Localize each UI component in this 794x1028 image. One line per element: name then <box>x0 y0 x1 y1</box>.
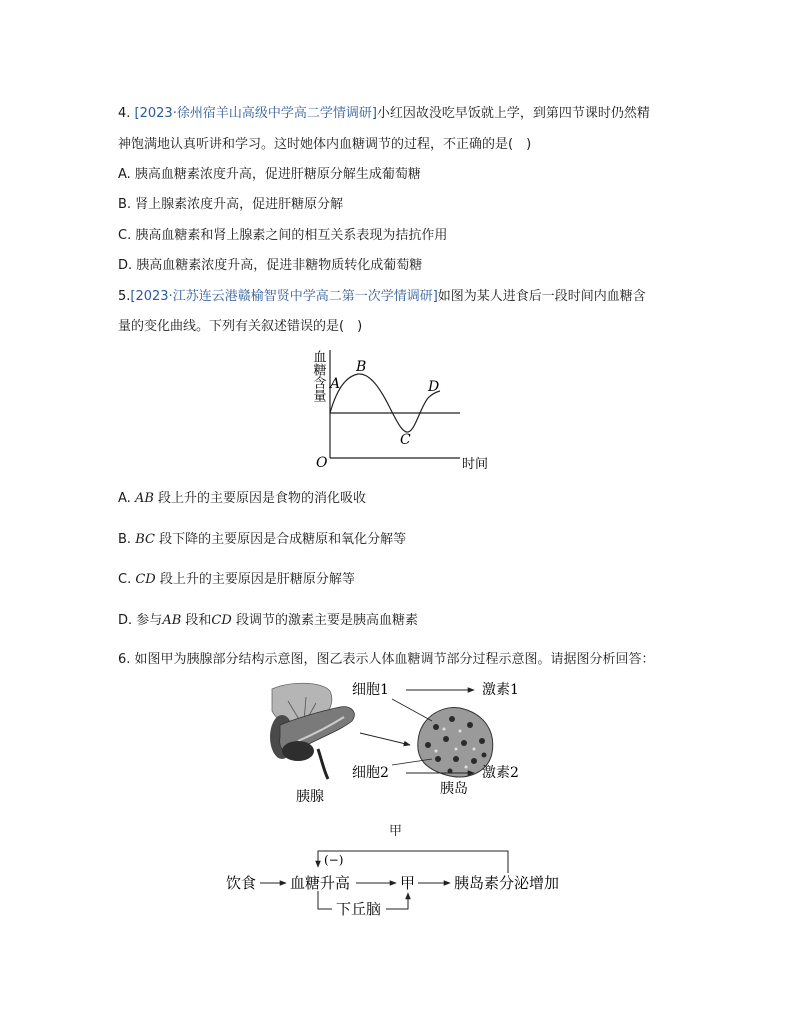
q5-option-c-seg: CD <box>135 572 156 587</box>
cell1-leader <box>392 699 432 721</box>
q4-option-a: A. 胰高血糖素浓度升高，促进肝糖原分解生成葡萄糖 <box>118 167 421 182</box>
figure-jia <box>260 675 540 810</box>
jia-label: 甲 <box>400 874 416 892</box>
q4-source: [2023·徐州宿羊山高级中学高二学情调研] <box>134 106 377 121</box>
q5-option-b-text: 段下降的主要原因是合成糖原和氧化分解等 <box>159 532 407 547</box>
cell2-label: 细胞2 <box>352 765 389 781</box>
q5-option-d-letter: D. <box>118 613 133 628</box>
q5-stem-line1: 如图为某人进食后一段时间内血糖含 <box>437 289 646 304</box>
origin-label: O <box>316 455 328 471</box>
q5-number: 5. <box>118 289 131 304</box>
hypothalamus-to-jia-arrow <box>386 893 408 909</box>
y-axis-label: 血糖含量 <box>310 350 326 402</box>
q5-option-b <box>118 528 406 547</box>
q4-option-b: B. 肾上腺素浓度升高，促进肝糖原分解 <box>118 197 344 212</box>
glucose-curve <box>330 374 440 432</box>
q5-option-d-prefix: 参与 <box>136 613 163 628</box>
q5-option-c <box>118 568 355 587</box>
insulin-up-label: 胰岛素分泌增加 <box>454 874 560 892</box>
point-a: A <box>330 376 341 392</box>
q4-option-d: D. 胰高血糖素浓度升高，促进非糖物质转化成葡萄糖 <box>118 258 423 273</box>
q4-stem-line1: 小红因故没吃早饭就上学，到第四节课时仍然精 <box>376 106 650 121</box>
q4-line1 <box>118 102 650 121</box>
diet-label: 饮食 <box>226 874 257 892</box>
hormone2-label: 激素2 <box>482 765 519 781</box>
pancreas-label: 胰腺 <box>296 789 324 805</box>
feedback-line <box>318 851 508 873</box>
q6-number: 6. <box>118 652 131 667</box>
figure-jia-caption: 甲 <box>389 824 403 839</box>
q5-option-c-letter: C. <box>118 572 132 587</box>
hypothalamus-left-line <box>318 891 332 909</box>
point-b: B <box>356 359 367 375</box>
hormone1-label: 激素1 <box>482 682 519 698</box>
q5-option-a-text: 段上升的主要原因是食物的消化吸收 <box>158 491 367 506</box>
cell1-label: 细胞1 <box>352 682 389 698</box>
q6-line1 <box>118 648 655 667</box>
q5-option-a-letter: A. <box>118 491 131 506</box>
glucose-up-label: 血糖升高 <box>290 874 351 892</box>
q5-option-d-seg1: AB <box>162 613 182 628</box>
q5-source: [2023·江苏连云港赣榆智贤中学高二第一次学情调研] <box>130 289 438 304</box>
point-d: D <box>428 379 440 395</box>
q5-option-d <box>118 609 418 628</box>
q5-option-d-mid: 段和 <box>185 613 212 628</box>
feedback-label: (−) <box>324 853 344 867</box>
q5-option-d-text: 段调节的激素主要是胰高血糖素 <box>235 613 418 628</box>
q4-option-c: C. 胰高血糖素和肾上腺素之间的相互关系表现为拮抗作用 <box>118 228 448 243</box>
figure-yi <box>220 845 590 920</box>
arrow-to-islet <box>360 733 410 745</box>
q5-option-b-letter: B. <box>118 532 132 547</box>
x-axis-label: 时间 <box>462 457 489 472</box>
q4-stem-line2: 神饱满地认真听讲和学习。这时她体内血糖调节的过程，不正确的是( ) <box>118 137 532 152</box>
q5-option-a-seg: AB <box>134 491 154 506</box>
q4-number: 4. <box>118 106 131 121</box>
q5-option-a <box>118 487 366 506</box>
islet-label: 胰岛 <box>440 781 468 797</box>
q6-stem: 如图甲为胰腺部分结构示意图，图乙表示人体血糖调节部分过程示意图。请据图分析回答： <box>134 652 655 667</box>
q5-option-d-seg2: CD <box>211 613 232 628</box>
q5-line1 <box>118 285 646 304</box>
q5-option-b-seg: BC <box>135 532 155 547</box>
hypothalamus-label: 下丘脑 <box>336 900 382 918</box>
point-c: C <box>400 432 411 448</box>
q5-option-c-text: 段上升的主要原因是肝糖原分解等 <box>159 572 355 587</box>
pancreas-illustration <box>270 683 354 779</box>
blood-glucose-graph <box>300 340 500 475</box>
q5-stem-line2: 量的变化曲线。下列有关叙述错误的是( ) <box>118 319 363 334</box>
